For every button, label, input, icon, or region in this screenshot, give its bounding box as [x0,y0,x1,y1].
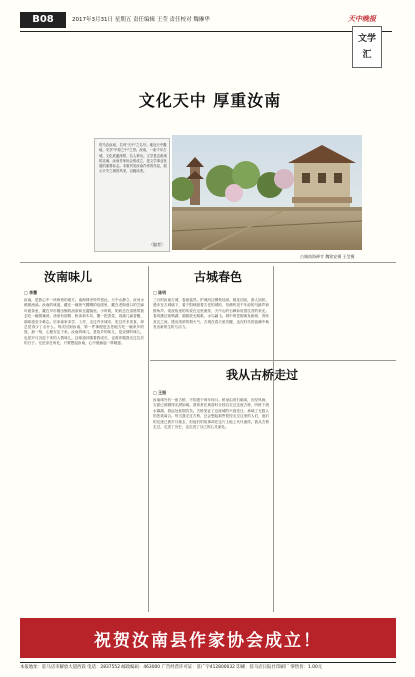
city-photo [172,135,362,250]
article-title-1: 汝南味儿 [44,270,93,284]
article-text-3-continued [278,390,394,612]
page-header [20,10,392,32]
divider-top [20,262,396,263]
article-text-3: 汝南城外有一座古桥，不知建于何年何月。桥身由青石砌成，历经风雨，石面已被磨得光滑如镜。我常常在黄昏时分独自走过这座古桥，听桥下流水潺潺，看远处炊烟袅袅。古桥见证了这座城的兴衰变迁，承载了无数人的悲欢离合。每当我走过古桥，总会想起那些曾经走过这里的人们，他们的足迹已被岁月抹去，但他们的故事却在这片土地上代代流传。我从古桥走过，走进了历史，也走进了自己的心灵深处。 [153,398,269,430]
section-badge-line-2: 汇 [362,50,372,60]
article-text-2-continued [278,268,394,358]
intro-signature: （编者） [149,242,165,247]
header-info: 2017年3月31日 星期五 责任编辑 王莹 责任校对 魏琳华 [72,17,210,23]
article-title-3: 我从古桥走过 [226,368,299,382]
article-text-2: 三月的汝南古城，春意盎然。护城河边柳枝吐绿，桃花初绽，游人如织。漫步在古城墙下，看夕阳映照着古老的城垣，仿佛听见千年前的马蹄声和鼓角声。梁祝故里的传说在这里流传，天中山的石碑诉说着往昔的荣光。春风拂过宿鸭湖，湖面波光粼粼，水鸟翩飞。城中的老街焕发新颜，青砖灰瓦之间，透出浓浓的烟火气。古城在春天里苏醒，也在时代的浪潮中焕发出新的生机与活力。 [153,298,269,330]
congratulation-banner [20,618,396,658]
banner-text: 祝贺汝南县作家协会成立！ [94,631,322,651]
section-badge-line-1: 文学 [357,34,376,44]
city-photo-graphic [172,135,362,250]
article-title-2: 古城春色 [194,270,243,284]
intro-box [94,138,170,252]
intro-text: 驻马店汝南，名列"天中"之名号。地处天中腹地，安享"中原之中"之誉。汝南，一座千年古城，文化底蕴深厚，名人辈出。文学是这座城的灵魂，汝南作家协会的成立，是文学事业发展的重要标志。本版刊发汝南作家的作品，展示天中之城的风采，以飨读者。 [99,143,167,174]
article-author-1: □ 李慧 [24,290,38,295]
newspaper-brand-logo: 天中晚报 [348,14,376,23]
article-author-2: □ 陈明 [153,290,167,295]
page-footer: 本报地址：驻马店市解放大道西段 电话：2837552 邮政编码：463000 广告经营许可证：驻广字412800032 印刷：驻马店日报社印刷厂 零售价：1.00元 [20,662,396,672]
page-number: B08 [20,12,66,28]
divider-mid [150,360,396,361]
article-author-3: □ 王振 [153,390,167,395]
main-title: 文化天中 厚重汝南 [138,91,282,110]
article-text-1: 汝南，是我心中一块珍贵的地方。南海禅寺钟声悠远，天中山静立，汝河水缓缓流淌。汝南的味道，藏在一碗热气腾腾的烩面里，藏在老街巷口的芝麻叶面条里，藏在早市刚出锅的油条和豆腐脑里。小时候，奶奶总在清晨带我去吃一碗胡辣汤，汤里有面筋、粉条和木耳，撒一把香菜，再滴几滴香醋，那味道至今难忘。后来离家求学、工作，走过许多城市，吃过许多美食，却总觉得少了点什么。每次回到汝南，第一件事便是去老地方吃一碗家乡的饭，那一刻，心便安定下来。汝南的味儿，是故乡的味儿，是亲情的味儿，也是岁月沉淀下来的人情味儿。这味道伴随着我成长，也将伴随我走过往后的日子。无论身在何处，只要想起汝南，心中便涌起一阵暖意。 [24,298,144,346]
photo-caption: 古城南海禅寺 魏铭安摄 王莹摄 [300,254,355,259]
divider-col-1 [148,266,149,612]
section-badge [352,26,382,68]
divider-col-2 [273,266,274,612]
